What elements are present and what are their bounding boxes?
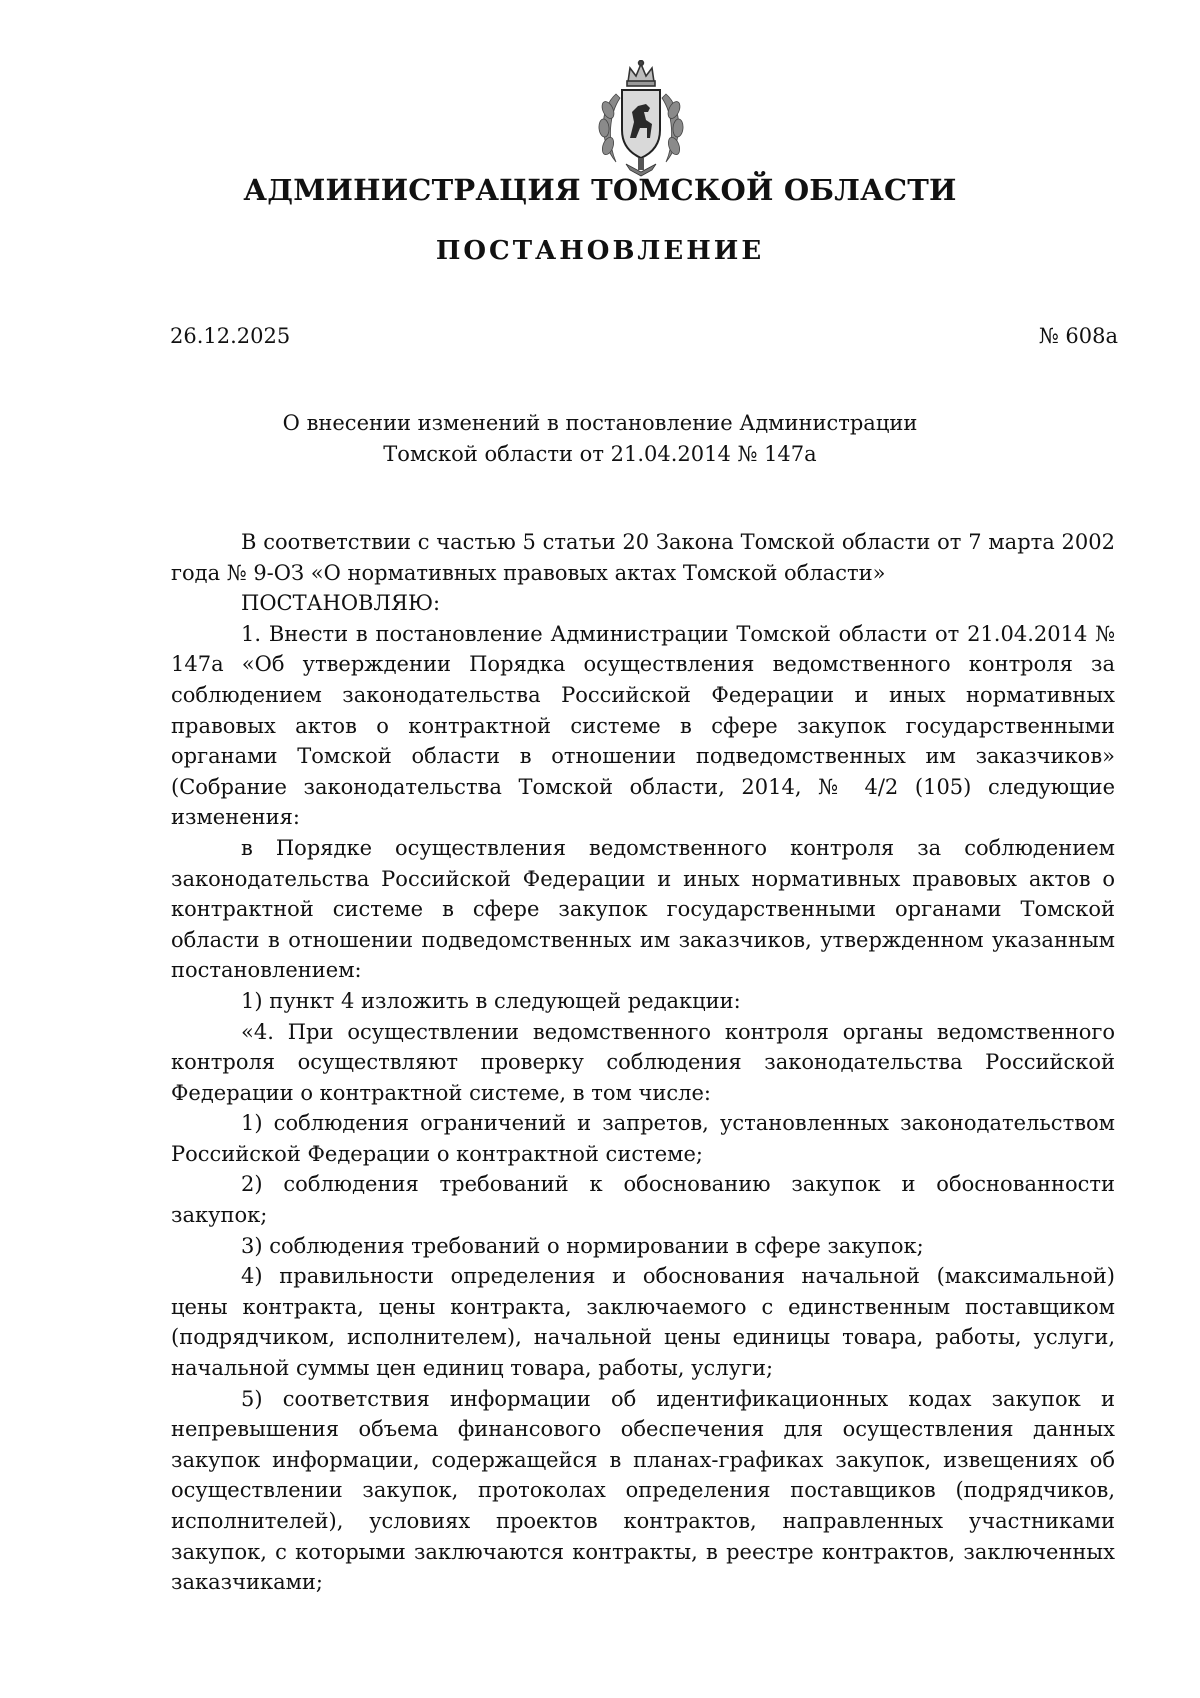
document-body [171,527,1115,1598]
document-number: № 608а [1038,324,1118,348]
document-date: 26.12.2025 [170,324,291,348]
item-1-paragraph: 1. Внести в постановление Администрации Томской области от 21.04.2014 № 147а «Об утверждении Порядка осуществления ведомственного контроля за соблюдением законодательства Российской Федерации и иных нормативных правовых актов о контрактной системе в сфере закупок государственными органами Томской области в отношении подведомственных им заказчиков» (Собрание законодательства Томской области, 2014, № 4/2 (105) следующие изменения: [171,621,1115,830]
document-type: ПОСТАНОВЛЕНИЕ [435,236,765,266]
clause-4-item-2: 2) соблюдения требований к обоснованию закупок и обоснованности закупок; [171,1172,1115,1228]
clause-4-item-1: 1) соблюдения ограничений и запретов, установленных законодательством Российской Федерации о контрактной системе; [171,1111,1115,1166]
sub-item-1-paragraph: 1) пункт 4 изложить в следующей редакции: [241,988,741,1013]
clause-4-item-4: 4) правильности определения и обоснования начальной (максимальной) цены контракта, цены контракта, заключаемого с единственным поставщиком (подрядчиком, исполнителем), начальной цены единицы товара, работы, услуги, начальной суммы цен единиц товара, работы, услуги; [171,1264,1115,1381]
coat-of-arms-icon [586,60,696,178]
clause-4-item-5: 5) соответствия информации об идентификационных кодах закупок и непревышения объема финансового обеспечения для осуществления данных закупок информации, содержащейся в планах-графиках закупок, извещениях об осуществлении закупок, протоколах определения поставщиков (подрядчиков, исполнителей), условиях проектов контрактов, направленных участниками закупок, с которыми заключаются контракты, в реестре контрактов, заключенных заказчиками; [171,1386,1115,1595]
subject-line-1: О внесении изменений в постановление Администрации [282,411,918,435]
preamble-paragraph: В соответствии с частью 5 статьи 20 Закона Томской области от 7 марта 2002 года № 9-ОЗ «О нормативных правовых актах Томской области» [171,530,1115,585]
clause-4-item-3: 3) соблюдения требований о нормировании в сфере закупок; [241,1233,924,1258]
document-subject [0,408,1200,470]
order-intro-paragraph: в Порядке осуществления ведомственного контроля за соблюдением законодательства Российской Федерации и иных нормативных правовых актов о контрактной системе в сфере закупок государственными органами Томской области в отношении подведомственных им заказчиков, утвержденном указанным постановлением: [171,835,1115,983]
clause-4-paragraph: «4. При осуществлении ведомственного контроля органы ведомственного контроля осуществляют проверку соблюдения законодательства Российской Федерации о контрактной системе, в том числе: [171,1019,1115,1105]
resolve-heading: ПОСТАНОВЛЯЮ: [241,591,441,616]
organization-title: АДМИНИСТРАЦИЯ ТОМСКОЙ ОБЛАСТИ [243,173,957,207]
subject-line-2: Томской области от 21.04.2014 № 147а [383,442,817,466]
